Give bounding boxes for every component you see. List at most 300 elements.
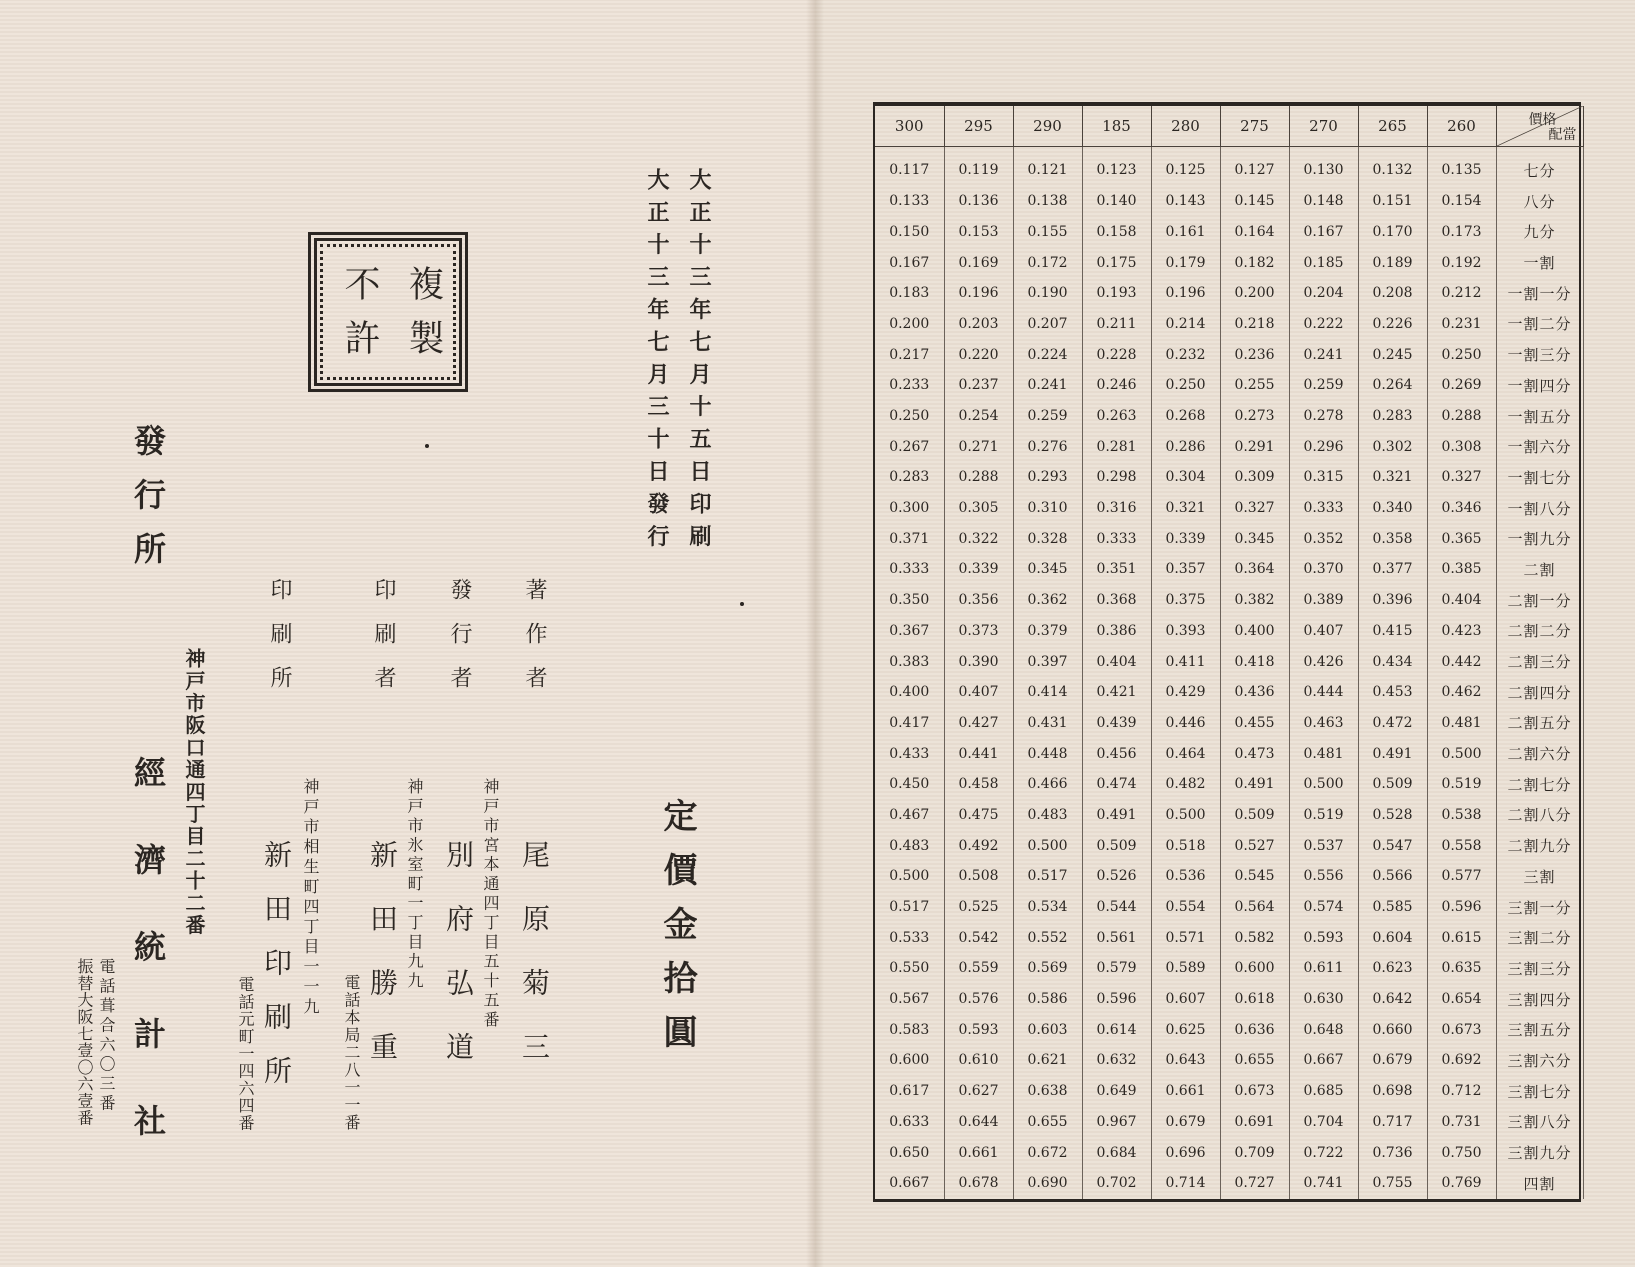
yield-cell: 0.500 xyxy=(1151,800,1220,831)
table-row xyxy=(875,147,1583,186)
yield-cell: 0.755 xyxy=(1358,1168,1427,1199)
yield-cell: 0.196 xyxy=(1151,278,1220,309)
yield-cell: 0.259 xyxy=(1289,370,1358,401)
dividend-rate-label: 二割七分 xyxy=(1496,769,1583,800)
yield-cell: 0.464 xyxy=(1151,738,1220,769)
yield-cell: 0.679 xyxy=(1151,1107,1220,1138)
yield-cell: 0.309 xyxy=(1220,462,1289,493)
yield-cell: 0.462 xyxy=(1427,677,1496,708)
yield-cell: 0.283 xyxy=(1358,401,1427,432)
yield-cell: 0.224 xyxy=(1013,339,1082,370)
yield-cell: 0.222 xyxy=(1289,309,1358,340)
yield-cell: 0.291 xyxy=(1220,431,1289,462)
yield-cell: 0.135 xyxy=(1427,147,1496,186)
printer-role: 印刷者 xyxy=(371,578,396,710)
dividend-rate-label: 三割八分 xyxy=(1496,1107,1583,1138)
yield-cell: 0.585 xyxy=(1358,892,1427,923)
dividend-rate-label: 二割五分 xyxy=(1496,708,1583,739)
table-row xyxy=(875,462,1583,493)
table-row xyxy=(875,984,1583,1015)
yield-cell: 0.534 xyxy=(1013,892,1082,923)
dividend-rate-label: 三割五分 xyxy=(1496,1014,1583,1045)
yield-cell: 0.650 xyxy=(875,1137,944,1168)
yield-cell: 0.427 xyxy=(944,708,1013,739)
yield-cell: 0.654 xyxy=(1427,984,1496,1015)
yield-cell: 0.439 xyxy=(1082,708,1151,739)
yield-cell: 0.153 xyxy=(944,217,1013,248)
yield-cell: 0.233 xyxy=(875,370,944,401)
yield-cell: 0.148 xyxy=(1289,186,1358,217)
yield-cell: 0.417 xyxy=(875,708,944,739)
table-row xyxy=(875,830,1583,861)
yield-cell: 0.368 xyxy=(1082,585,1151,616)
table-row xyxy=(875,370,1583,401)
yield-cell: 0.327 xyxy=(1220,493,1289,524)
yield-cell: 0.661 xyxy=(944,1137,1013,1168)
yield-cell: 0.404 xyxy=(1427,585,1496,616)
yield-cell: 0.393 xyxy=(1151,616,1220,647)
yield-cell: 0.396 xyxy=(1358,585,1427,616)
yield-cell: 0.434 xyxy=(1358,646,1427,677)
yield-cell: 0.189 xyxy=(1358,247,1427,278)
yield-cell: 0.576 xyxy=(944,984,1013,1015)
yield-cell: 0.254 xyxy=(944,401,1013,432)
yield-cell: 0.736 xyxy=(1358,1137,1427,1168)
ink-dot xyxy=(740,602,744,606)
yield-cell: 0.643 xyxy=(1151,1045,1220,1076)
printer-phone: 電話本局二八一一番 xyxy=(342,974,361,1132)
list-price: 定價金拾圓 xyxy=(657,798,697,1068)
yield-cell: 0.519 xyxy=(1289,800,1358,831)
yield-cell: 0.328 xyxy=(1013,523,1082,554)
yield-cell: 0.518 xyxy=(1151,830,1220,861)
table-row xyxy=(875,186,1583,217)
yield-cell: 0.345 xyxy=(1220,523,1289,554)
yield-cell: 0.212 xyxy=(1427,278,1496,309)
table-row xyxy=(875,431,1583,462)
yield-cell: 0.340 xyxy=(1358,493,1427,524)
yield-cell: 0.315 xyxy=(1289,462,1358,493)
dividend-rate-label: 二割三分 xyxy=(1496,646,1583,677)
yield-cell: 0.241 xyxy=(1013,370,1082,401)
yield-cell: 0.208 xyxy=(1358,278,1427,309)
yield-cell: 0.642 xyxy=(1358,984,1427,1015)
dividend-rate-label: 三割 xyxy=(1496,861,1583,892)
yield-cell: 0.655 xyxy=(1220,1045,1289,1076)
yield-cell: 0.473 xyxy=(1220,738,1289,769)
table-row xyxy=(875,585,1583,616)
yield-cell: 0.448 xyxy=(1013,738,1082,769)
table-row xyxy=(875,769,1583,800)
yield-cell: 0.517 xyxy=(875,892,944,923)
yield-cell: 0.433 xyxy=(875,738,944,769)
yield-cell: 0.636 xyxy=(1220,1014,1289,1045)
stamp-text-left: 不許 xyxy=(339,265,380,373)
yield-cell: 0.583 xyxy=(875,1014,944,1045)
dividend-rate-label: 一割 xyxy=(1496,247,1583,278)
dividend-rate-label: 一割三分 xyxy=(1496,339,1583,370)
yield-cell: 0.649 xyxy=(1082,1076,1151,1107)
yield-cell: 0.302 xyxy=(1358,431,1427,462)
yield-cell: 0.500 xyxy=(875,861,944,892)
yield-cell: 0.296 xyxy=(1289,431,1358,462)
yield-cell: 0.566 xyxy=(1358,861,1427,892)
yield-cell: 0.182 xyxy=(1220,247,1289,278)
yield-cell: 0.423 xyxy=(1427,616,1496,647)
yield-cell: 0.661 xyxy=(1151,1076,1220,1107)
table-row xyxy=(875,646,1583,677)
yield-cell: 0.679 xyxy=(1358,1045,1427,1076)
yield-cell: 0.269 xyxy=(1427,370,1496,401)
yield-cell: 0.397 xyxy=(1013,646,1082,677)
yield-cell: 0.545 xyxy=(1220,861,1289,892)
yield-cell: 0.618 xyxy=(1220,984,1289,1015)
dividend-rate-label: 二割九分 xyxy=(1496,830,1583,861)
dividend-rate-label: 四割 xyxy=(1496,1168,1583,1199)
author-address: 神戸市宮本通四丁目五十五番 xyxy=(481,778,500,1031)
table-row xyxy=(875,861,1583,892)
yield-cell: 0.544 xyxy=(1082,892,1151,923)
price-header: 270 xyxy=(1289,106,1358,147)
yield-cell: 0.382 xyxy=(1220,585,1289,616)
yield-cell: 0.586 xyxy=(1013,984,1082,1015)
yield-cell: 0.276 xyxy=(1013,431,1082,462)
yield-cell: 0.179 xyxy=(1151,247,1220,278)
yield-cell: 0.183 xyxy=(875,278,944,309)
yield-cell: 0.283 xyxy=(875,462,944,493)
yield-cell: 0.316 xyxy=(1082,493,1151,524)
table-row xyxy=(875,1045,1583,1076)
yield-cell: 0.125 xyxy=(1151,147,1220,186)
yield-cell: 0.527 xyxy=(1220,830,1289,861)
yield-cell: 0.218 xyxy=(1220,309,1289,340)
yield-cell: 0.232 xyxy=(1151,339,1220,370)
dividend-rate-label: 一割六分 xyxy=(1496,431,1583,462)
yield-cell: 0.214 xyxy=(1151,309,1220,340)
yield-cell: 0.481 xyxy=(1427,708,1496,739)
print-shop-role: 印刷所 xyxy=(267,578,292,710)
dividend-rate-label: 二割六分 xyxy=(1496,738,1583,769)
yield-cell: 0.556 xyxy=(1289,861,1358,892)
yield-cell: 0.538 xyxy=(1427,800,1496,831)
yield-cell: 0.169 xyxy=(944,247,1013,278)
yield-cell: 0.667 xyxy=(1289,1045,1358,1076)
yield-cell: 0.273 xyxy=(1220,401,1289,432)
yield-cell: 0.600 xyxy=(1220,953,1289,984)
yield-cell: 0.500 xyxy=(1289,769,1358,800)
yield-cell: 0.455 xyxy=(1220,708,1289,739)
yield-cell: 0.286 xyxy=(1151,431,1220,462)
yield-cell: 0.385 xyxy=(1427,554,1496,585)
yield-cell: 0.389 xyxy=(1289,585,1358,616)
yield-cell: 0.375 xyxy=(1151,585,1220,616)
print-shop-name: 新田印刷所 xyxy=(260,840,293,1110)
issuer-name: 經濟統計社 xyxy=(129,756,167,1191)
table-row xyxy=(875,554,1583,585)
dividend-rate-label: 二割二分 xyxy=(1496,616,1583,647)
yield-cell: 0.281 xyxy=(1082,431,1151,462)
publisher-address: 神戸市氷室町一丁目九九 xyxy=(405,778,424,992)
yield-cell: 0.561 xyxy=(1082,922,1151,953)
yield-cell: 0.603 xyxy=(1013,1014,1082,1045)
yield-cell: 0.453 xyxy=(1358,677,1427,708)
yield-cell: 0.415 xyxy=(1358,616,1427,647)
yield-cell: 0.305 xyxy=(944,493,1013,524)
ink-dot xyxy=(425,444,429,448)
yield-cell: 0.288 xyxy=(1427,401,1496,432)
dividend-rate-label: 二割 xyxy=(1496,554,1583,585)
dividend-rate-label: 三割二分 xyxy=(1496,922,1583,953)
yield-cell: 0.750 xyxy=(1427,1137,1496,1168)
yield-cell: 0.121 xyxy=(1013,147,1082,186)
yield-cell: 0.196 xyxy=(944,278,1013,309)
yield-cell: 0.241 xyxy=(1289,339,1358,370)
yield-cell: 0.123 xyxy=(1082,147,1151,186)
yield-cell: 0.474 xyxy=(1082,769,1151,800)
yield-cell: 0.596 xyxy=(1427,892,1496,923)
table-header-row xyxy=(875,106,1583,147)
yield-cell: 0.625 xyxy=(1151,1014,1220,1045)
dividend-rate-label: 一割四分 xyxy=(1496,370,1583,401)
corner-label-price: 價格 xyxy=(1528,112,1557,128)
yield-cell: 0.604 xyxy=(1358,922,1427,953)
yield-cell: 0.155 xyxy=(1013,217,1082,248)
yield-cell: 0.356 xyxy=(944,585,1013,616)
yield-cell: 0.190 xyxy=(1013,278,1082,309)
yield-cell: 0.491 xyxy=(1220,769,1289,800)
yield-cell: 0.685 xyxy=(1289,1076,1358,1107)
yield-cell: 0.132 xyxy=(1358,147,1427,186)
price-header: 300 xyxy=(875,106,944,147)
yield-cell: 0.263 xyxy=(1082,401,1151,432)
yield-cell: 0.648 xyxy=(1289,1014,1358,1045)
yield-cell: 0.267 xyxy=(875,431,944,462)
yield-cell: 0.426 xyxy=(1289,646,1358,677)
yield-cell: 0.250 xyxy=(875,401,944,432)
stamp-text-right: 複製 xyxy=(403,265,444,373)
issuer-address: 神戸市阪口通四丁目二十二番 xyxy=(182,648,206,937)
price-header: 280 xyxy=(1151,106,1220,147)
table-row xyxy=(875,309,1583,340)
yield-cell: 0.483 xyxy=(1013,800,1082,831)
yield-cell: 0.373 xyxy=(944,616,1013,647)
yield-cell: 0.379 xyxy=(1013,616,1082,647)
table-row xyxy=(875,1014,1583,1045)
yield-cell: 0.250 xyxy=(1427,339,1496,370)
table-row xyxy=(875,1137,1583,1168)
yield-cell: 0.431 xyxy=(1013,708,1082,739)
table-row xyxy=(875,401,1583,432)
yield-cell: 0.327 xyxy=(1427,462,1496,493)
yield-cell: 0.672 xyxy=(1013,1137,1082,1168)
yield-cell: 0.567 xyxy=(875,984,944,1015)
yield-cell: 0.164 xyxy=(1220,217,1289,248)
table-row xyxy=(875,493,1583,524)
yield-cell: 0.150 xyxy=(875,217,944,248)
yield-cell: 0.322 xyxy=(944,523,1013,554)
yield-cell: 0.140 xyxy=(1082,186,1151,217)
yield-cell: 0.300 xyxy=(875,493,944,524)
yield-cell: 0.185 xyxy=(1289,247,1358,278)
yield-cell: 0.611 xyxy=(1289,953,1358,984)
yield-cell: 0.226 xyxy=(1358,309,1427,340)
author-role: 著作者 xyxy=(522,578,547,710)
yield-cell: 0.429 xyxy=(1151,677,1220,708)
yield-cell: 0.138 xyxy=(1013,186,1082,217)
yield-cell: 0.365 xyxy=(1427,523,1496,554)
dividend-rate-label: 一割八分 xyxy=(1496,493,1583,524)
dividend-rate-label: 一割一分 xyxy=(1496,278,1583,309)
yield-cell: 0.377 xyxy=(1358,554,1427,585)
table-row xyxy=(875,1168,1583,1199)
yield-cell: 0.596 xyxy=(1082,984,1151,1015)
no-reproduction-stamp xyxy=(308,232,468,392)
yield-cell: 0.119 xyxy=(944,147,1013,186)
yield-cell: 0.444 xyxy=(1289,677,1358,708)
yield-cell: 0.593 xyxy=(944,1014,1013,1045)
yield-cell: 0.519 xyxy=(1427,769,1496,800)
yield-cell: 0.678 xyxy=(944,1168,1013,1199)
price-header: 295 xyxy=(944,106,1013,147)
yield-cell: 0.635 xyxy=(1427,953,1496,984)
yield-cell: 0.145 xyxy=(1220,186,1289,217)
table-row xyxy=(875,616,1583,647)
yield-cell: 0.722 xyxy=(1289,1137,1358,1168)
yield-cell: 0.436 xyxy=(1220,677,1289,708)
yield-cell: 0.600 xyxy=(875,1045,944,1076)
yield-cell: 0.400 xyxy=(875,677,944,708)
yield-cell: 0.712 xyxy=(1427,1076,1496,1107)
yield-cell: 0.727 xyxy=(1220,1168,1289,1199)
dividend-rate-label: 二割一分 xyxy=(1496,585,1583,616)
yield-cell: 0.421 xyxy=(1082,677,1151,708)
dividend-rate-label: 三割四分 xyxy=(1496,984,1583,1015)
yield-cell: 0.623 xyxy=(1358,953,1427,984)
price-header: 260 xyxy=(1427,106,1496,147)
table-row xyxy=(875,1107,1583,1138)
yield-cell: 0.491 xyxy=(1082,800,1151,831)
yield-cell: 0.370 xyxy=(1289,554,1358,585)
table-row xyxy=(875,892,1583,923)
yield-cell: 0.717 xyxy=(1358,1107,1427,1138)
yield-cell: 0.154 xyxy=(1427,186,1496,217)
yield-cell: 0.364 xyxy=(1220,554,1289,585)
yield-cell: 0.655 xyxy=(1013,1107,1082,1138)
yield-cell: 0.136 xyxy=(944,186,1013,217)
yield-cell: 0.673 xyxy=(1427,1014,1496,1045)
yield-cell: 0.509 xyxy=(1220,800,1289,831)
yield-cell: 0.390 xyxy=(944,646,1013,677)
yield-cell: 0.228 xyxy=(1082,339,1151,370)
table-row xyxy=(875,677,1583,708)
yield-cell: 0.709 xyxy=(1220,1137,1289,1168)
yield-cell: 0.345 xyxy=(1013,554,1082,585)
print-shop-address: 神戸市相生町四丁目一一九 xyxy=(301,778,320,1018)
yield-cell: 0.509 xyxy=(1358,769,1427,800)
yield-cell: 0.411 xyxy=(1151,646,1220,677)
dividend-rate-label: 二割四分 xyxy=(1496,677,1583,708)
table-row xyxy=(875,922,1583,953)
table-corner-header xyxy=(1496,106,1583,147)
yield-cell: 0.558 xyxy=(1427,830,1496,861)
yield-cell: 0.536 xyxy=(1151,861,1220,892)
yield-cell: 0.339 xyxy=(944,554,1013,585)
table-row xyxy=(875,738,1583,769)
yield-cell: 0.610 xyxy=(944,1045,1013,1076)
yield-cell: 0.615 xyxy=(1427,922,1496,953)
dividend-rate-label: 三割三分 xyxy=(1496,953,1583,984)
printer-name: 新田勝重 xyxy=(366,840,399,1096)
yield-cell: 0.358 xyxy=(1358,523,1427,554)
table-row xyxy=(875,800,1583,831)
yield-cell: 0.577 xyxy=(1427,861,1496,892)
yield-cell: 0.173 xyxy=(1427,217,1496,248)
yield-cell: 0.211 xyxy=(1082,309,1151,340)
author-name: 尾原菊三 xyxy=(518,840,551,1096)
yield-cell: 0.367 xyxy=(875,616,944,647)
yield-cell: 0.607 xyxy=(1151,984,1220,1015)
yield-cell: 0.571 xyxy=(1151,922,1220,953)
yield-cell: 0.246 xyxy=(1082,370,1151,401)
table-row xyxy=(875,953,1583,984)
yield-cell: 0.404 xyxy=(1082,646,1151,677)
yield-cell: 0.467 xyxy=(875,800,944,831)
yield-cell: 0.537 xyxy=(1289,830,1358,861)
yield-cell: 0.483 xyxy=(875,830,944,861)
price-header: 265 xyxy=(1358,106,1427,147)
yield-cell: 0.217 xyxy=(875,339,944,370)
yield-cell: 0.692 xyxy=(1427,1045,1496,1076)
yield-cell: 0.237 xyxy=(944,370,1013,401)
yield-cell: 0.450 xyxy=(875,769,944,800)
yield-cell: 0.255 xyxy=(1220,370,1289,401)
yield-cell: 0.547 xyxy=(1358,830,1427,861)
yield-cell: 0.704 xyxy=(1289,1107,1358,1138)
issuer-transfer-account: 振替大阪七壹〇六壹番 xyxy=(75,958,94,1126)
dividend-rate-label: 三割一分 xyxy=(1496,892,1583,923)
yield-cell: 0.644 xyxy=(944,1107,1013,1138)
yield-cell: 0.231 xyxy=(1427,309,1496,340)
yield-cell: 0.418 xyxy=(1220,646,1289,677)
yield-cell: 0.731 xyxy=(1427,1107,1496,1138)
yield-cell: 0.525 xyxy=(944,892,1013,923)
yield-cell: 0.533 xyxy=(875,922,944,953)
yield-cell: 0.967 xyxy=(1082,1107,1151,1138)
yield-cell: 0.614 xyxy=(1082,1014,1151,1045)
yield-cell: 0.684 xyxy=(1082,1137,1151,1168)
table-row xyxy=(875,1076,1583,1107)
yield-cell: 0.632 xyxy=(1082,1045,1151,1076)
yield-cell: 0.714 xyxy=(1151,1168,1220,1199)
yield-cell: 0.245 xyxy=(1358,339,1427,370)
yield-cell: 0.414 xyxy=(1013,677,1082,708)
yield-cell: 0.500 xyxy=(1013,830,1082,861)
yield-cell: 0.769 xyxy=(1427,1168,1496,1199)
table-row xyxy=(875,339,1583,370)
yield-cell: 0.192 xyxy=(1427,247,1496,278)
yield-cell: 0.172 xyxy=(1013,247,1082,278)
yield-cell: 0.362 xyxy=(1013,585,1082,616)
yield-cell: 0.441 xyxy=(944,738,1013,769)
yield-cell: 0.170 xyxy=(1358,217,1427,248)
yield-cell: 0.442 xyxy=(1427,646,1496,677)
dividend-rate-label: 一割九分 xyxy=(1496,523,1583,554)
yield-cell: 0.271 xyxy=(944,431,1013,462)
yield-cell: 0.352 xyxy=(1289,523,1358,554)
dividend-rate-label: 八分 xyxy=(1496,186,1583,217)
yield-cell: 0.475 xyxy=(944,800,1013,831)
yield-cell: 0.466 xyxy=(1013,769,1082,800)
